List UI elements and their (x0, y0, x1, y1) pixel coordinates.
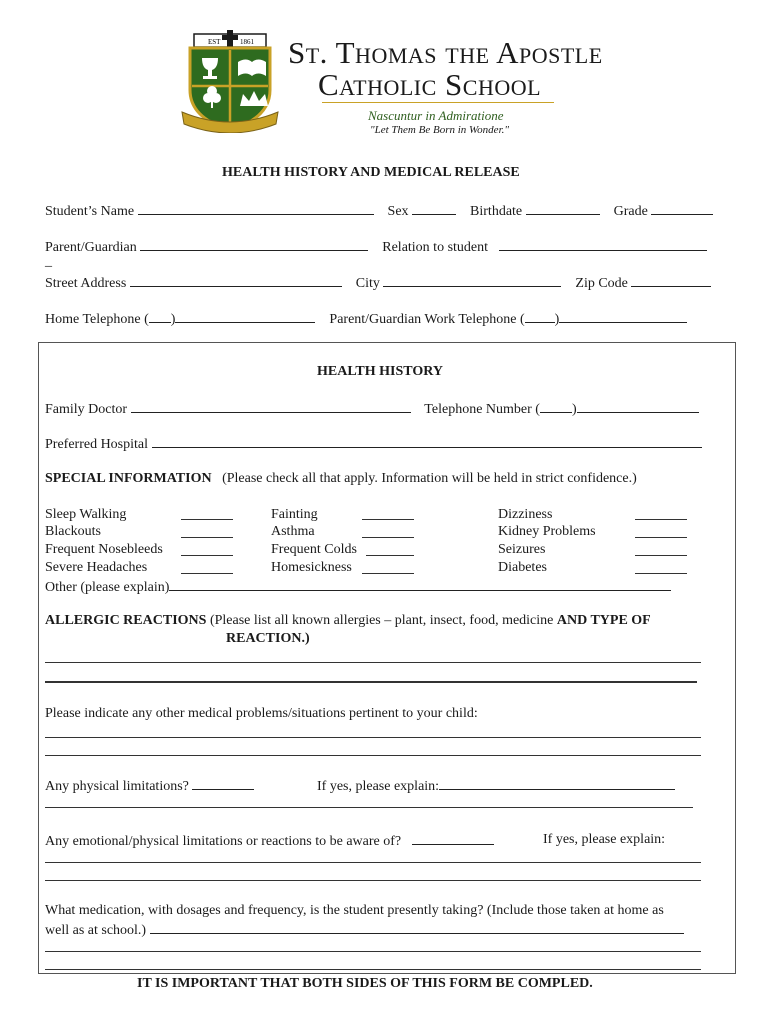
other-problems-line-2[interactable] (45, 755, 701, 756)
city-field[interactable] (383, 273, 561, 287)
other-problems-label: Please indicate any other medical problems/situations pertinent to your child: (45, 706, 478, 721)
medication-line-2[interactable] (45, 969, 701, 970)
form-title: HEALTH HISTORY AND MEDICAL RELEASE (222, 165, 520, 180)
emotional-label: Any emotional/physical limitations or reactions to be aware of? (45, 834, 402, 849)
condition-kidney-problems: Kidney Problems (498, 524, 596, 539)
check-homesickness[interactable] (362, 573, 414, 574)
parent-label: Parent/Guardian (45, 240, 137, 255)
motto-latin: Nascuntur in Admiratione (368, 108, 504, 123)
street-field[interactable] (130, 273, 342, 287)
relation-label: Relation to student (382, 240, 489, 255)
hospital-label: Preferred Hospital (45, 437, 149, 452)
check-headaches[interactable] (181, 573, 233, 574)
school-name-line1: St. Thomas the Apostle (288, 35, 603, 70)
condition-seizures: Seizures (498, 542, 546, 557)
condition-asthma: Asthma (271, 524, 315, 539)
zip-field[interactable] (631, 273, 711, 287)
condition-homesickness: Homesickness (271, 560, 352, 575)
birthdate-label: Birthdate (470, 204, 523, 219)
other-row (45, 577, 671, 597)
allergy-line-2[interactable] (45, 681, 697, 683)
seal-text-year: 1861 (240, 38, 254, 46)
relation-field[interactable] (499, 237, 707, 251)
check-diabetes[interactable] (635, 573, 687, 574)
other-label: Other (please explain) (45, 580, 170, 595)
condition-frequent-colds: Frequent Colds (271, 542, 357, 557)
other-field[interactable] (169, 577, 671, 591)
allergy-line-1[interactable] (45, 662, 701, 663)
doctor-phone-close: ) (571, 402, 577, 417)
doctor-label: Family Doctor (45, 402, 128, 417)
physical-label: Any physical limitations? (45, 779, 189, 794)
motto-english: "Let Them Be Born in Wonder." (370, 124, 509, 136)
parent-row (45, 237, 707, 257)
physical-explain-line[interactable] (45, 807, 693, 808)
student-name-field[interactable] (138, 201, 374, 215)
birthdate-field[interactable] (526, 201, 600, 215)
check-kidney-problems[interactable] (635, 537, 687, 538)
condition-fainting: Fainting (271, 507, 318, 522)
emotional-field[interactable] (412, 831, 494, 845)
doctor-row (45, 399, 699, 419)
home-phone-label: Home Telephone ( (45, 312, 149, 327)
zip-label: Zip Code (575, 276, 628, 291)
home-phone-field[interactable] (175, 309, 315, 323)
allergy-bold-line2: REACTION.) (226, 631, 310, 646)
physical-if-yes-label: If yes, please explain: (317, 779, 440, 794)
check-frequent-colds[interactable] (366, 555, 414, 556)
grade-field[interactable] (651, 201, 713, 215)
condition-diabetes: Diabetes (498, 560, 547, 575)
emotional-line-1[interactable] (45, 862, 701, 863)
grade-label: Grade (613, 204, 648, 219)
special-info-note: (Please check all that apply. Information will be held in strict confidence.) (222, 471, 637, 486)
check-asthma[interactable] (362, 537, 414, 538)
work-phone-close: ) (554, 312, 560, 327)
seal-text-est: EST (208, 38, 221, 46)
footer-notice: IT IS IMPORTANT THAT BOTH SIDES OF THIS FORM BE COMPLED. (137, 976, 593, 991)
work-phone-label: Parent/Guardian Work Telephone ( (329, 312, 525, 327)
work-area-code-field[interactable] (525, 309, 555, 323)
medication-field[interactable] (150, 920, 684, 934)
student-name-label: Student’s Name (45, 204, 135, 219)
school-crest-logo (180, 28, 280, 138)
phone-row (45, 309, 687, 329)
doctor-phone-field[interactable] (577, 399, 699, 413)
emotional-line-2[interactable] (45, 880, 701, 881)
parent-field[interactable] (140, 237, 368, 251)
condition-dizziness: Dizziness (498, 507, 553, 522)
header-divider (322, 102, 554, 103)
city-label: City (355, 276, 380, 291)
emotional-if-yes-label: If yes, please explain: (543, 832, 666, 847)
medication-label: What medication, with dosages and frequency, is the student presently taking? (Include those taken at home as (45, 903, 664, 918)
condition-sleep-walking: Sleep Walking (45, 507, 127, 522)
stray-mark: _ (45, 254, 52, 269)
physical-explain-row (317, 776, 675, 796)
physical-row (45, 776, 254, 796)
allergy-bold-tail: AND TYPE OF (556, 613, 651, 628)
condition-nosebleeds: Frequent Nosebleeds (45, 542, 163, 557)
student-name-row (45, 201, 713, 221)
sex-label: Sex (387, 204, 409, 219)
home-area-code-field[interactable] (149, 309, 171, 323)
medication-line-1[interactable] (45, 951, 701, 952)
check-nosebleeds[interactable] (181, 555, 233, 556)
medication-row-2 (45, 920, 684, 940)
school-name-line2: Catholic School (318, 67, 542, 102)
special-info-row (45, 470, 637, 488)
sex-field[interactable] (412, 201, 456, 215)
street-label: Street Address (45, 276, 127, 291)
doctor-area-code-field[interactable] (540, 399, 572, 413)
doctor-phone-label: Telephone Number ( (424, 402, 540, 417)
check-fainting[interactable] (362, 519, 414, 520)
check-sleep-walking[interactable] (181, 519, 233, 520)
allergy-note: (Please list all known allergies – plant, insect, food, medicine (209, 613, 557, 628)
check-seizures[interactable] (635, 555, 687, 556)
health-history-heading: HEALTH HISTORY (317, 364, 443, 379)
check-dizziness[interactable] (635, 519, 687, 520)
condition-headaches: Severe Headaches (45, 560, 148, 575)
allergy-heading: ALLERGIC REACTIONS (45, 613, 207, 628)
address-row (45, 273, 711, 293)
work-phone-field[interactable] (559, 309, 687, 323)
check-blackouts[interactable] (181, 537, 233, 538)
emotional-row (45, 831, 494, 851)
other-problems-line-1[interactable] (45, 737, 701, 738)
condition-blackouts: Blackouts (45, 524, 101, 539)
home-phone-close: ) (170, 312, 176, 327)
hospital-row (45, 434, 702, 454)
allergy-row (45, 612, 651, 630)
physical-explain-field[interactable] (439, 776, 675, 790)
hospital-field[interactable] (152, 434, 702, 448)
physical-field[interactable] (192, 776, 254, 790)
medication-label-2: well as at school.) (45, 923, 147, 938)
special-info-heading: SPECIAL INFORMATION (45, 471, 212, 486)
doctor-field[interactable] (131, 399, 411, 413)
